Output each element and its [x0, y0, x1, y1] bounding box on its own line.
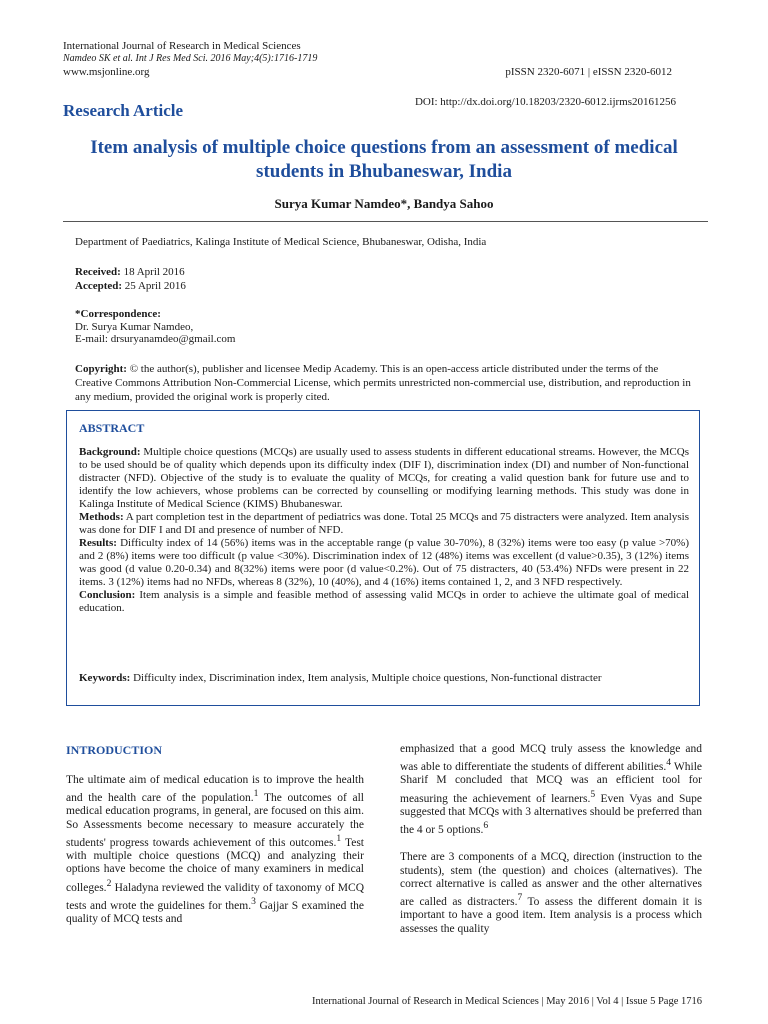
journal-website-link[interactable]: www.msjonline.org: [63, 66, 150, 78]
correspondence-label: *Correspondence:: [75, 308, 161, 320]
introduction-heading: INTRODUCTION: [66, 743, 163, 757]
citation-ref[interactable]: 3: [251, 895, 256, 907]
citation-ref[interactable]: 5: [590, 788, 596, 800]
introduction-paragraph: emphasized that a good MCQ truly assess the knowledge and was able to differentiate the students of different abilities.$^4$ While Sharif M concluded that MCQ was an efficient tool for measuring the achievement of learners.$^5$ Even Vyas and Supe suggested that MCQs with 3 alternatives should be preferred than the 4 or 5 options.$^6$: [400, 743, 702, 836]
article-type-label: Research Article: [63, 101, 184, 120]
page-footer: International Journal of Research in Medical Sciences | May 2016 | Vol 4 | Issue 5 Page 1716: [312, 996, 702, 1007]
author-list: Surya Kumar Namdeo*, Bandya Sahoo: [274, 196, 494, 211]
abstract-background: Background: Multiple choice questions (MCQs) are usually used to assess students in different educational streams. However, the MCQs to be used should be of quality which depends upon its difficulty index (DIF I), discrimination index (DI) and number of Non-functional distracter (NFD). Objective of the study is to evaluate the quality of MCQs, for creating a valid question bank for future use and to identify the low achievers, whose problems can be corrected by counselling or modifying learning methods. This study was done in Kalinga Institute of Medical Science (KIMS) Bhubaneswar.: [79, 446, 689, 510]
copyright-notice: Copyright: © the author(s), publisher and licensee Medip Academy. This is an open-access article distributed under the terms of the Creative Commons Attribution Non-Commercial License, which permits unrestricted non-commercial use, distribution, and reproduction in any medium, provided the original work is properly cited.: [75, 363, 691, 403]
citation-ref[interactable]: 4: [666, 757, 672, 769]
keywords: Keywords: Difficulty index, Discrimination index, Item analysis, Multiple choice questions, Non-functional distracter: [79, 672, 602, 684]
issn-line: pISSN 2320-6071 | eISSN 2320-6012: [505, 66, 672, 78]
accepted-line: Accepted: 25 April 2016: [75, 280, 186, 292]
citation-ref[interactable]: 6: [483, 820, 489, 832]
citation-ref[interactable]: 7: [517, 892, 523, 904]
citation-line: Namdeo SK et al. Int J Res Med Sci. 2016 May;4(5):1716-1719: [63, 53, 318, 64]
correspondence-email[interactable]: E-mail: drsuryanamdeo@gmail.com: [75, 333, 236, 345]
journal-title: International Journal of Research in Medical Sciences: [63, 40, 301, 52]
introduction-left-column: [66, 743, 364, 926]
introduction-paragraph: There are 3 components of a MCQ, direction (instruction to the students), stem (the question) and choices (alternatives). The correct alternative is called as answer and the other alternatives are called as distracters.$^7$ To assess the different domain it is important to have a good item. Item analysis is a process which assesses the quality: [400, 851, 702, 935]
correspondence-block: [75, 308, 235, 346]
citation-ref[interactable]: 2: [106, 877, 112, 889]
received-line: Received: 18 April 2016: [75, 266, 185, 278]
introduction-right-column: [400, 743, 702, 936]
doi-link[interactable]: DOI: http://dx.doi.org/10.18203/2320-6012.ijrms20161256: [414, 96, 676, 108]
abstract-conclusion: Conclusion: Item analysis is a simple and feasible method of assessing valid MCQs in order to achieve the ultimate goal of medical education.: [79, 589, 690, 614]
citation-ref[interactable]: 1: [336, 833, 342, 845]
abstract-heading: ABSTRACT: [79, 421, 145, 435]
introduction-paragraph: The ultimate aim of medical education is to improve the health and the health care of the population.$^1$ The outcomes of all medical education programs, in general, are focused on this aim. So Assessments become necessary to measure accurately the students' progress towards achievement of this outcomes.$^1$ Test with multiple choice questions (MCQ) and analyzing their options have become the choice of many examiners in medical colleges.$^2$ Haladyna reviewed the validity of taxonomy of MCQ tests and wrote the guidelines for them.$^3$ Gajjar S examined the quality of MCQ tests and: [66, 774, 365, 925]
citation-ref[interactable]: 1: [253, 788, 259, 800]
article-dates: [75, 265, 186, 293]
abstract-results: Results: Difficulty index of 14 (56%) items was in the acceptable range (p value 30-70%), 8 (32%) items were too easy (p value >70%) and 2 (8%) items were too difficult (p value <30%). Discrimination index of 12 (48%) items was excellent (d value>0.35), 3 (12%) items was good (d value 0.20-0.34) and 8(32%) items were poor (d value<0.2%). Out of 75 distracters, 40 (53.4%) NFDs were present in 22 items. 3 (12%) items had no NFDs, whereas 8 (32%), 10 (40%), and 4 (16%) items contained 1, 2, and 3 NFD respectively.: [79, 537, 689, 588]
header-divider: [63, 221, 708, 222]
correspondence-name: Dr. Surya Kumar Namdeo,: [75, 320, 194, 333]
abstract-methods: Methods: A part completion test in the department of pediatrics was done. Total 25 MCQs and 75 distracters were analyzed. Item analysis was done for DIF I and DI and presence of number of NFD.: [79, 511, 689, 536]
abstract-body: [79, 446, 689, 615]
affiliation: Department of Paediatrics, Kalinga Institute of Medical Science, Bhubaneswar, Odisha, India: [75, 236, 487, 248]
article-title: Item analysis of multiple choice questions from an assessment of medical students in Bhubaneswar, India: [90, 137, 678, 182]
